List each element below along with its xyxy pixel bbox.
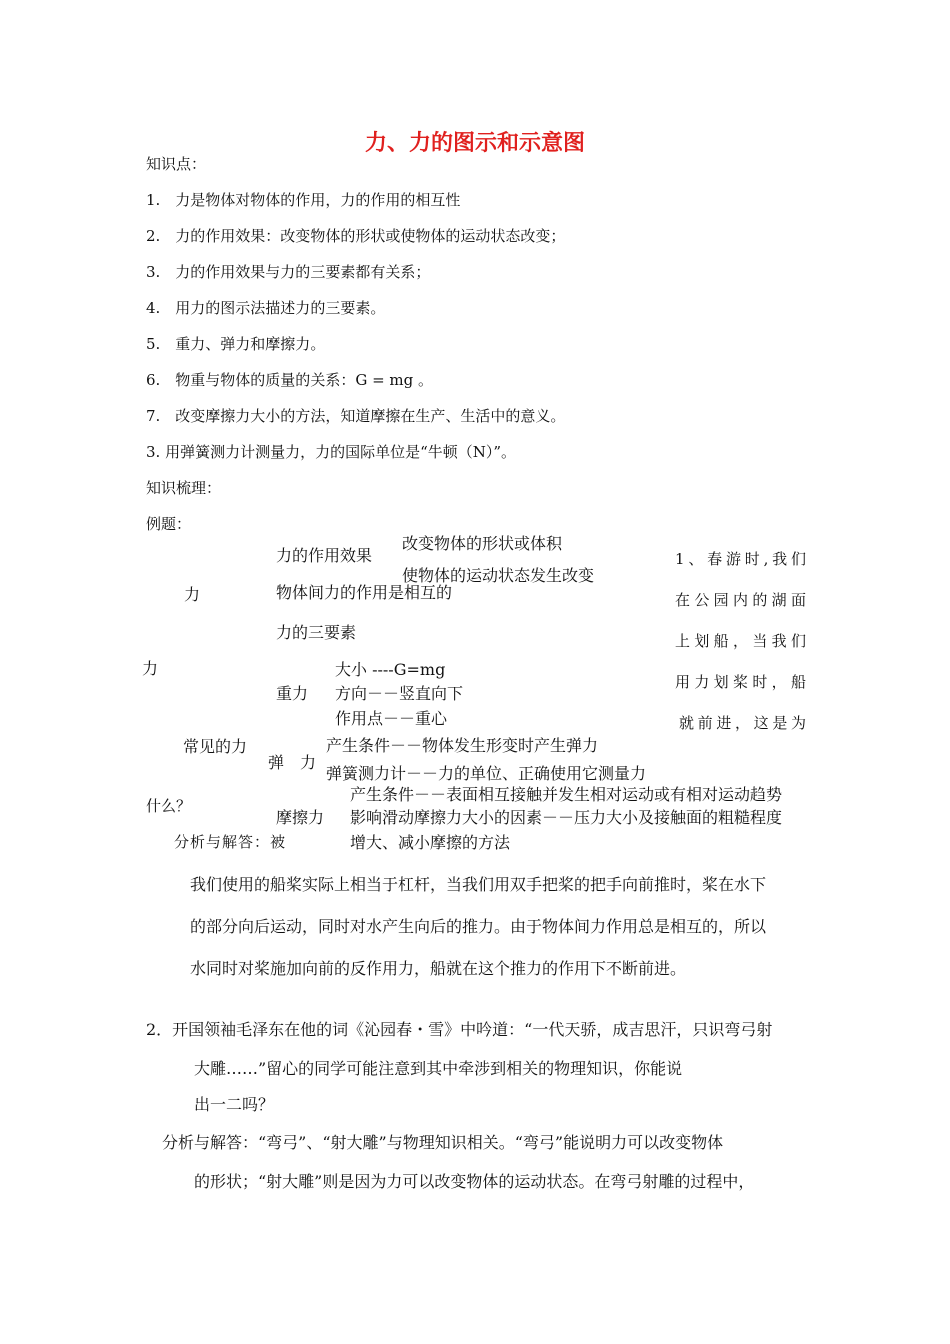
outline-friction: 摩擦力 [276, 808, 325, 827]
knowledge-point-2: 2. 力的作用效果：改变物体的形状或使物体的运动状态改变； [146, 227, 566, 245]
outline-force-group: 力 [184, 585, 201, 604]
outline-elastic-meter: 弹簧测力计－－力的单位、正确使用它测量力 [326, 764, 647, 783]
knowledge-point-4: 4. 用力的图示法描述力的三要素。 [146, 299, 386, 317]
outline-three-elements: 力的三要素 [276, 623, 357, 642]
q1-line-2: 在公园内的湖面 [675, 591, 806, 609]
knowledge-point-8: 3. 用弹簧测力计测量力，力的国际单位是“牛顿（N）”。 [146, 443, 517, 461]
q1-line-1: 1、春游时,我们 [675, 550, 806, 568]
q1-line-5: 就前进，这是为 [679, 714, 806, 732]
q2-analysis-2: 的形状；“射大雕”则是因为力可以改变物体的运动状态。在弯弓射雕的过程中， [194, 1172, 755, 1191]
outline-effect-motion: 使物体的运动状态发生改变 [402, 566, 595, 585]
q2-line-3: 出一二吗？ [194, 1095, 275, 1114]
knowledge-point-6: 6. 物重与物体的质量的关系：G = mg 。 [146, 371, 433, 389]
outline-effect-shape: 改变物体的形状或体积 [402, 534, 563, 553]
knowledge-point-1: 1. 力是物体对物体的作用，力的作用的相互性 [146, 191, 461, 209]
q1-answer-2: 的部分向后运动，同时对水产生向后的推力。由于物体间力作用总是相互的，所以 [190, 917, 767, 936]
q2-line-1: 2．开国领袖毛泽东在他的词《沁园春・雪》中吟道：“一代天骄，成吉思汗，只识弯弓射 [146, 1020, 773, 1039]
q2-analysis-1: 分析与解答：“弯弓”、“射大雕”与物理知识相关。“弯弓”能说明力可以改变物体 [162, 1133, 724, 1152]
outline-gravity-point: 作用点－－重心 [335, 709, 448, 728]
outline-effect: 力的作用效果 [276, 546, 373, 565]
q1-line-4: 用力划桨时，船 [675, 673, 806, 691]
knowledge-point-7: 7. 改变摩擦力大小的方法，知道摩擦在生产、生活中的意义。 [146, 407, 566, 425]
q2-line-2: 大雕……”留心的同学可能注意到其中牵涉到相关的物理知识，你能说 [194, 1059, 683, 1078]
summary-heading: 知识梳理： [146, 479, 222, 497]
page-title: 力、力的图示和示意图 [364, 130, 585, 156]
outline-elastic-condition: 产生条件－－物体发生形变时产生弹力 [326, 736, 599, 755]
q1-analysis-label: 分析与解答：被 [174, 833, 287, 851]
outline-friction-condition: 产生条件－－表面相互接触并发生相对运动或有相对运动趋势 [350, 785, 783, 804]
outline-gravity-direction: 方向－－竖直向下 [335, 684, 464, 703]
knowledge-point-5: 5. 重力、弹力和摩擦力。 [146, 335, 326, 353]
q1-tail: 什么？ [146, 797, 192, 815]
outline-root: 力 [142, 659, 159, 678]
outline-common-forces: 常见的力 [183, 737, 248, 756]
outline-elastic: 弹 力 [268, 753, 317, 772]
outline-gravity: 重力 [276, 684, 309, 703]
knowledge-point-3: 3. 力的作用效果与力的三要素都有关系； [146, 263, 431, 281]
q1-answer-3: 水同时对桨施加向前的反作用力，船就在这个推力的作用下不断前进。 [190, 959, 687, 978]
outline-mutual: 物体间力的作用是相互的 [276, 583, 453, 602]
q1-line-3: 上划船，当我们 [675, 632, 806, 650]
q1-answer-1: 我们使用的船桨实际上相当于杠杆，当我们用双手把桨的把手向前推时，桨在水下 [190, 875, 767, 894]
outline-friction-methods: 增大、减小摩擦的方法 [350, 833, 511, 852]
example-heading: 例题： [146, 515, 192, 533]
outline-friction-factors: 影响滑动摩擦力大小的因素－－压力大小及接触面的粗糙程度 [350, 808, 783, 827]
knowledge-heading: 知识点： [146, 155, 207, 173]
outline-gravity-size: 大小 ----G=mg [335, 660, 446, 679]
